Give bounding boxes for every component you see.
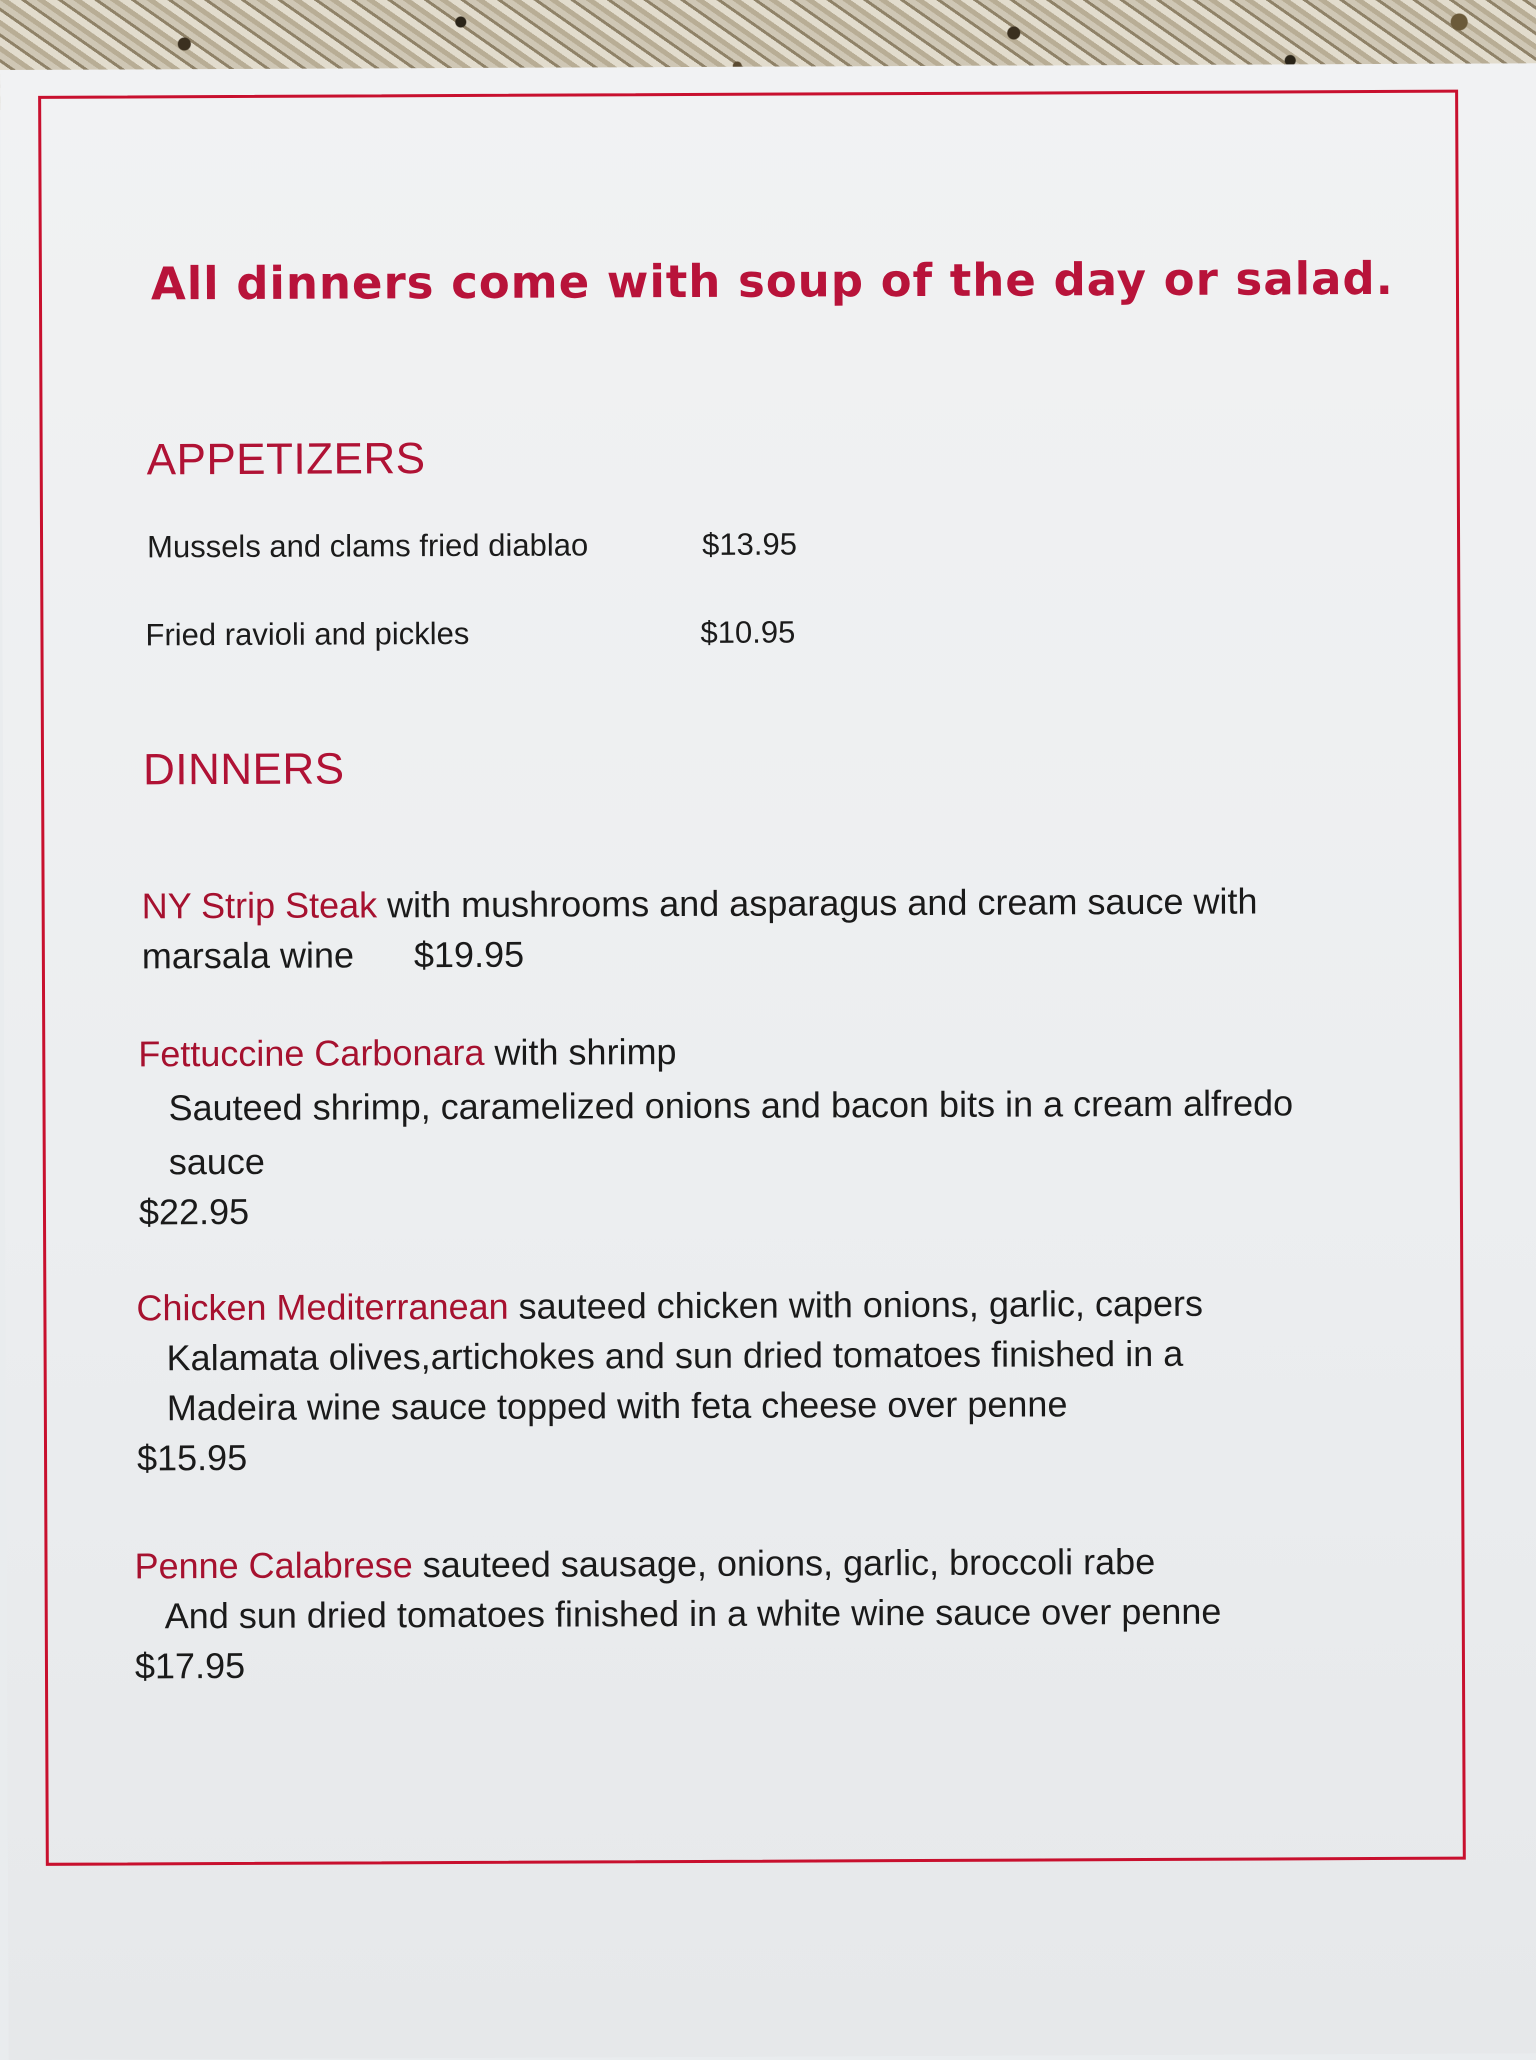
appetizers-heading: APPETIZERS	[146, 434, 426, 485]
dinner-name: Chicken Mediterranean	[136, 1285, 509, 1329]
appetizer-price: $13.95	[702, 526, 797, 562]
dinner-description: And sun dried tomatoes finished in a white wine sauce over penne	[164, 1590, 1222, 1637]
dinner-description: Sauteed shrimp, caramelized onions and bacon bits in a cream alfredo	[168, 1082, 1294, 1129]
dinner-item	[138, 1024, 1419, 1238]
dinner-item	[142, 876, 1422, 982]
dinner-price: $17.95	[134, 1644, 246, 1687]
dinner-price: $15.95	[136, 1436, 248, 1479]
dinner-name: Fettuccine Carbonara	[138, 1031, 485, 1075]
dinner-description: Kalamata olives,artichokes and sun dried tomatoes finished in a	[166, 1332, 1184, 1379]
appetizer-item	[145, 614, 796, 653]
appetizer-price: $10.95	[700, 614, 796, 650]
menu-headline: All dinners come with soup of the day or salad.	[150, 251, 1394, 311]
dinner-price: $22.95	[138, 1190, 250, 1233]
dinner-description: with mushrooms and asparagus and cream sauce with	[377, 880, 1258, 926]
dinner-description: Madeira wine sauce topped with feta cheese over penne	[166, 1383, 1068, 1429]
menu-sheet	[0, 63, 1536, 2060]
dinner-price: $19.95	[413, 933, 525, 976]
dinner-item	[134, 1536, 1415, 1692]
dinner-name: Penne Calabrese	[134, 1544, 413, 1587]
dinner-description: with shrimp	[484, 1031, 677, 1073]
dinner-name: NY Strip Steak	[141, 884, 378, 927]
appetizer-name: Mussels and clams fried diablao	[147, 527, 589, 565]
dinner-description-line	[142, 926, 1422, 982]
dinner-description: sauteed chicken with onions, garlic, capers	[508, 1282, 1204, 1327]
dinner-item	[136, 1278, 1417, 1484]
dinner-description: sauce	[168, 1140, 265, 1183]
dinner-description: sauteed sausage, onions, garlic, broccoli rabe	[412, 1540, 1156, 1586]
dinners-heading: DINNERS	[142, 744, 345, 795]
dinner-description: marsala wine	[141, 934, 355, 977]
appetizer-item	[147, 526, 797, 565]
appetizer-name: Fried ravioli and pickles	[145, 615, 470, 653]
